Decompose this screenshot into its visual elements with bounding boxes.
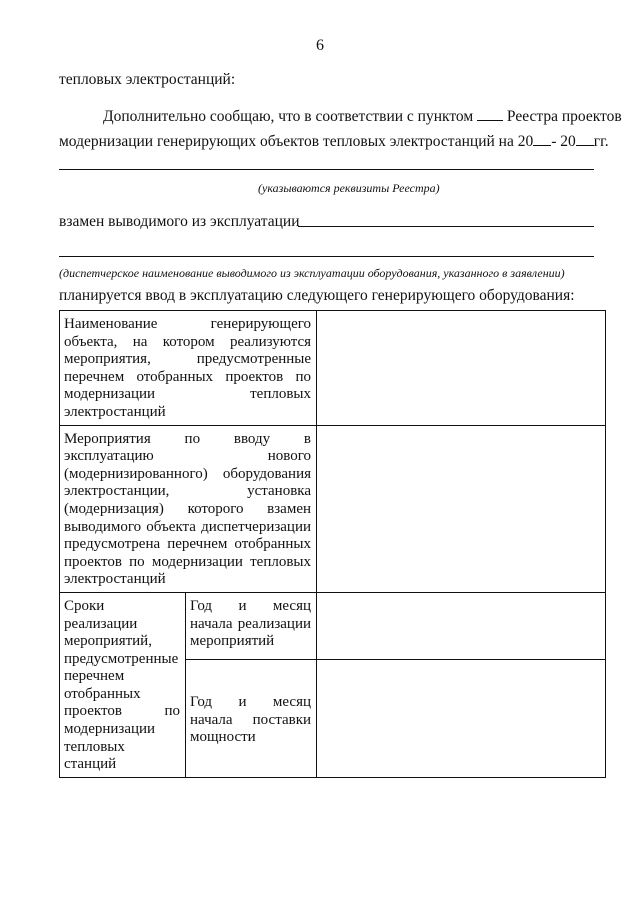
registry-details-line (59, 169, 594, 170)
item-number-blank (477, 106, 503, 121)
deadlines-label: Сроки реализации мероприятий, предусмотренные перечнем отобранных проектов по модернизации тепловых станций (60, 592, 186, 777)
registry-caption: (указываются реквизиты Реестра) (258, 181, 440, 195)
start-month-value[interactable] (317, 592, 606, 659)
page-number: 6 (316, 37, 324, 54)
replacement-label: взамен выводимого из эксплуатации (59, 213, 300, 230)
replacement-object-line (298, 226, 594, 227)
paragraph-text-c: модернизации генерирующих объектов тепловых электростанций на 20 (59, 133, 534, 150)
dispatch-caption: (диспетчерское наименование выводимого из эксплуатации оборудования, указанного в заявлении) (59, 266, 565, 280)
equipment-intro: планируется ввод в эксплуатацию следующего генерирующего оборудования: (59, 287, 575, 304)
paragraph-text-d: - 20 (551, 133, 576, 150)
paragraph-text-b: Реестра проектов (506, 108, 622, 125)
continuation-line: тепловых электростанций: (59, 71, 236, 88)
start-month-label: Год и месяц начала реализации мероприятий (186, 592, 317, 659)
paragraph-text-a: Дополнительно сообщаю, что в соответствии с пунктом (103, 108, 474, 125)
supply-start-value[interactable] (317, 659, 606, 777)
object-name-label: Наименование генерирующего объекта, на котором реализуются мероприятия, предусмотренные перечнем отобранных проектов по модернизации тепловых электростанций (60, 311, 317, 426)
equipment-table (59, 310, 606, 778)
supply-start-label: Год и месяц начала поставки мощности (186, 659, 317, 777)
paragraph-line-2 (59, 131, 609, 152)
paragraph-line-1 (103, 106, 622, 127)
year-start-blank (533, 131, 551, 146)
table-row (60, 592, 606, 659)
table-row (60, 311, 606, 426)
object-name-value[interactable] (317, 311, 606, 426)
paragraph-text-e: гг. (593, 133, 609, 150)
dispatch-name-line (59, 256, 594, 257)
measures-value[interactable] (317, 425, 606, 592)
year-end-blank (576, 131, 594, 146)
measures-label: Мероприятия по вводу в эксплуатацию нового (модернизированного) оборудования электростанции, установка (модернизация) которого взамен выводимого объекта диспетчеризации предусмотрена перечнем отобранных проектов по модернизации тепловых электростанций (60, 425, 317, 592)
table-row (60, 425, 606, 592)
